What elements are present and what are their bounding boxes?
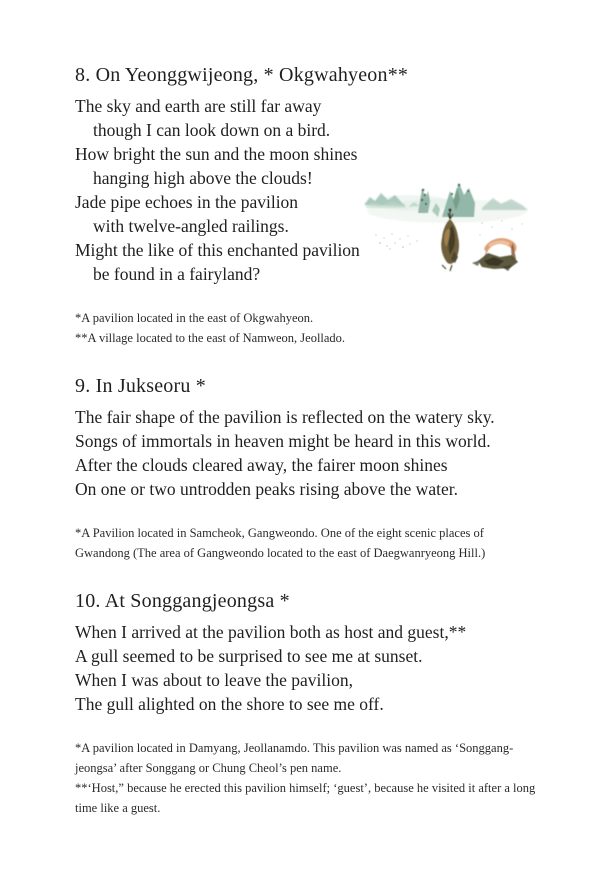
poem-line: hanging high above the clouds! [93,168,313,188]
poem-line: The gull alighted on the shore to see me off. [75,694,384,714]
poem-line: When I arrived at the pavilion both as host and guest,** [75,622,467,642]
poem-line: Jade pipe echoes in the pavilion [75,192,299,212]
footnote-block [75,308,537,348]
footnote: **‘Host,” because he erected this pavilion himself; ‘guest’, because he visited it after a long time like a guest. [75,781,536,815]
poem-body [75,620,537,716]
poem-line: How bright the sun and the moon shines [75,144,358,164]
poem-line: Might the like of this enchanted pavilion [75,240,360,260]
poem-line: though I can look down on a bird. [93,120,331,140]
poem-line: On one or two untrodden peaks rising above the water. [75,479,458,499]
poem-line: The sky and earth are still far away [75,96,322,116]
footnote: *A pavilion located in Damyang, Jeollanamdo. This pavilion was named as ‘Songgang-jeongsa’ after Songgang or Chung Cheol’s pen name. [75,741,514,775]
poem-line: be found in a fairyland? [93,264,261,284]
footnote: **A village located to the east of Namweon, Jeollado. [75,331,346,345]
poem-line: Songs of immortals in heaven might be heard in this world. [75,431,491,451]
poem-section-8 [75,62,537,348]
page-content [75,62,537,843]
poem-title: 10. At Songgangjeongsa * [75,590,290,612]
poem-line: When I was about to leave the pavilion, [75,670,353,690]
poem-line: The fair shape of the pavilion is reflected on the watery sky. [75,407,495,427]
poem-title: 9. In Jukseoru * [75,375,206,397]
poem-section-10 [75,588,537,818]
footnote-block [75,738,537,818]
poem-body [75,405,537,501]
poem-line: After the clouds cleared away, the fairer moon shines [75,455,448,475]
poem-line: A gull seemed to be surprised to see me at sunset. [75,646,423,666]
poem-section-9 [75,373,537,563]
poem-body [75,94,537,286]
footnote: *A pavilion located in the east of Okgwahyeon. [75,311,314,325]
poem-title: 8. On Yeonggwijeong, * Okgwahyeon** [75,64,409,86]
footnote-block [75,523,537,563]
poem-line: with twelve-angled railings. [93,216,289,236]
footnote: *A Pavilion located in Samcheok, Gangweondo. One of the eight scenic places of Gwandong (The area of Gangweondo located to the east of Daegwanryeong Hill.) [75,526,486,560]
